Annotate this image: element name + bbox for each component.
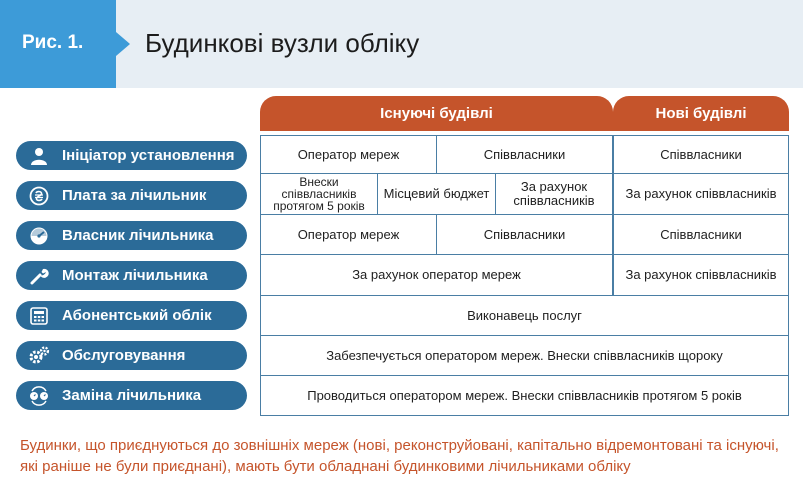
footer-note: Будинки, що приєднуються до зовнішніх мереж (нові, реконструйовані, капітально відремонтовані та існуючі, які раніше не були приєднані), мають бути обладнані будинковими лічильниками обліку bbox=[20, 437, 779, 475]
column-header-existing-buildings: Існуючі будівлі bbox=[260, 96, 613, 131]
cell-payment-existing-b: Місцевий бюджет bbox=[377, 173, 496, 215]
row-label-meter-replacement: Заміна лічильника bbox=[16, 381, 247, 410]
cell-payment-new: За рахунок співвласників bbox=[613, 173, 789, 215]
cell-owner-new: Співвласники bbox=[613, 214, 789, 255]
cell-payment-existing-c: За рахунок співвласників bbox=[495, 173, 613, 215]
row-label-meter-payment: Плата за лічильник bbox=[16, 181, 247, 210]
row-label-meter-installation: Монтаж лічильника bbox=[16, 261, 247, 290]
cell-payment-existing-a: Внески співвласників протягом 5 років bbox=[260, 173, 378, 215]
cell-initiator-new: Співвласники bbox=[613, 135, 789, 174]
gears-icon bbox=[28, 345, 50, 367]
cell-installation-existing: За рахунок оператор мереж bbox=[260, 254, 613, 296]
row-label-initiator: Ініціатор установлення bbox=[16, 141, 247, 170]
cell-initiator-existing-a: Оператор мереж bbox=[260, 135, 437, 174]
cell-replacement-all: Проводиться оператором мереж. Внески співвласників протягом 5 років bbox=[260, 375, 789, 416]
cell-owner-existing-b: Співвласники bbox=[436, 214, 613, 255]
column-header-new-buildings: Нові будівлі bbox=[613, 96, 789, 131]
cell-owner-existing-a: Оператор мереж bbox=[260, 214, 437, 255]
cell-accounting-all: Виконавець послуг bbox=[260, 295, 789, 336]
cell-maintenance-all: Забезпечується оператором мереж. Внески співвласників щороку bbox=[260, 335, 789, 376]
swap-meters-icon bbox=[28, 385, 50, 407]
wrench-icon bbox=[28, 265, 50, 287]
calculator-icon bbox=[28, 305, 50, 327]
row-label-maintenance: Обслуговування bbox=[16, 341, 247, 370]
person-icon bbox=[28, 145, 50, 167]
cell-installation-new: За рахунок співвласників bbox=[613, 254, 789, 296]
row-label-meter-owner: Власник лічильника bbox=[16, 221, 247, 250]
row-label-subscriber-accounting: Абонентський облік bbox=[16, 301, 247, 330]
hryvnia-coin-icon bbox=[28, 185, 50, 207]
figure-label: Рис. 1. bbox=[22, 32, 84, 53]
gauge-icon bbox=[28, 225, 50, 247]
cell-initiator-existing-b: Співвласники bbox=[436, 135, 613, 174]
figure-title: Будинкові вузли обліку bbox=[145, 28, 420, 58]
